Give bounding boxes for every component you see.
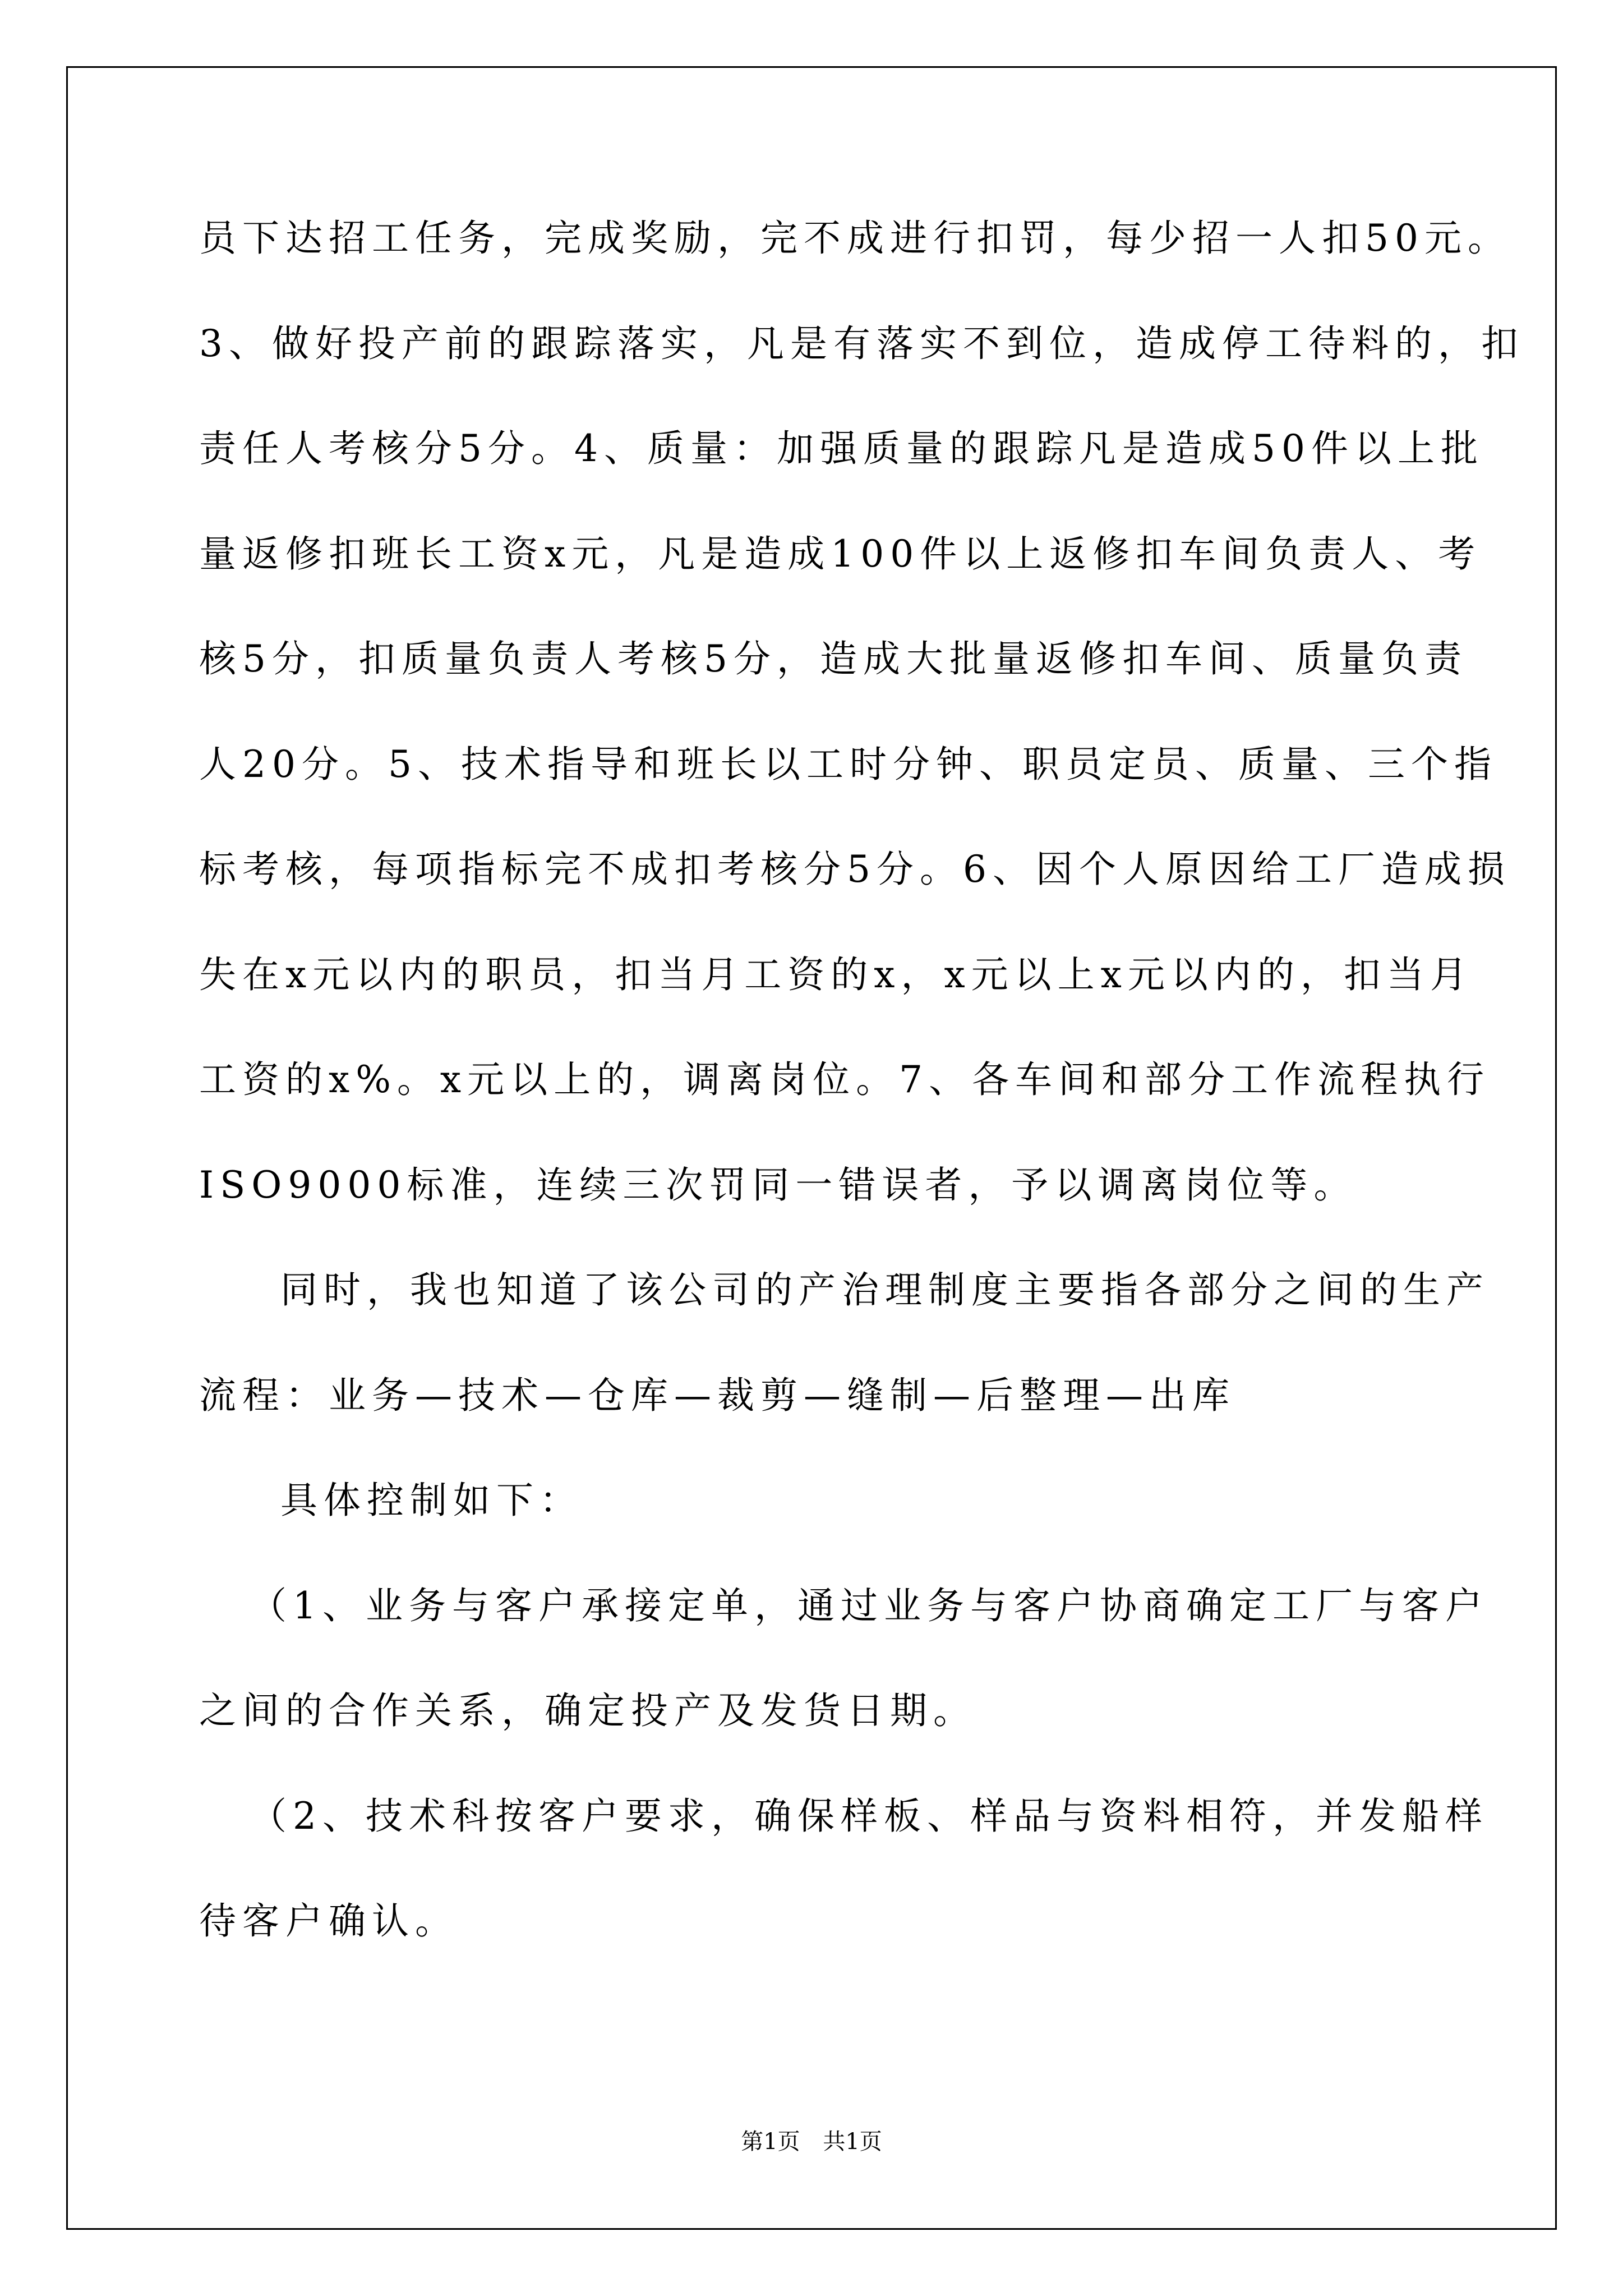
paragraph-start-line: 同时，我也知道了该公司的产治理制度主要指各部分之间的生产 bbox=[280, 1268, 1490, 1312]
text-line: 员下达招工任务，完成奖励，完不成进行扣罚，每少招一人扣50元。 bbox=[199, 217, 1511, 260]
text-line: 3、做好投产前的跟踪落实，凡是有落实不到位，造成停工待料的，扣 bbox=[199, 322, 1524, 365]
page-total: 共1页 bbox=[823, 2129, 882, 2155]
paragraph-start-line: （2、技术科按客户要求，确保样板、样品与资料相符，并发船样 bbox=[250, 1795, 1488, 1838]
text-line: 量返修扣班长工资x元，凡是造成100件以上返修扣车间负责人、考 bbox=[199, 532, 1482, 576]
paragraph-start-line: 具体控制如下： bbox=[280, 1479, 583, 1522]
text-line: 失在x元以内的职员，扣当月工资的x，x元以上x元以内的，扣当月 bbox=[199, 953, 1473, 996]
text-line: 标考核，每项指标完不成扣考核分5分。6、因个人原因给工厂造成损 bbox=[199, 848, 1511, 891]
text-line: 人20分。5、技术指导和班长以工时分钟、职员定员、质量、三个指 bbox=[199, 743, 1497, 786]
page-number: 第1页 bbox=[741, 2129, 800, 2155]
text-line: 责任人考核分5分。4、质量：加强质量的跟踪凡是造成50件以上批 bbox=[199, 427, 1484, 470]
text-line: 流程：业务—技术—仓库—裁剪—缝制—后整理—出库 bbox=[199, 1374, 1235, 1417]
text-line: 之间的合作关系，确定投产及发货日期。 bbox=[199, 1689, 976, 1732]
text-line: 工资的x%。x元以上的，调离岗位。7、各车间和部分工作流程执行 bbox=[199, 1058, 1491, 1101]
page-footer bbox=[0, 2124, 1623, 2156]
paragraph-start-line: （1、业务与客户承接定单，通过业务与客户协商确定工厂与客户 bbox=[250, 1584, 1488, 1627]
text-line: 核5分，扣质量负责人考核5分，造成大批量返修扣车间、质量负责 bbox=[199, 637, 1468, 680]
text-line: ISO9000标准，连续三次罚同一错误者，予以调离岗位等。 bbox=[199, 1163, 1357, 1207]
text-line: 待客户确认。 bbox=[199, 1899, 458, 1943]
